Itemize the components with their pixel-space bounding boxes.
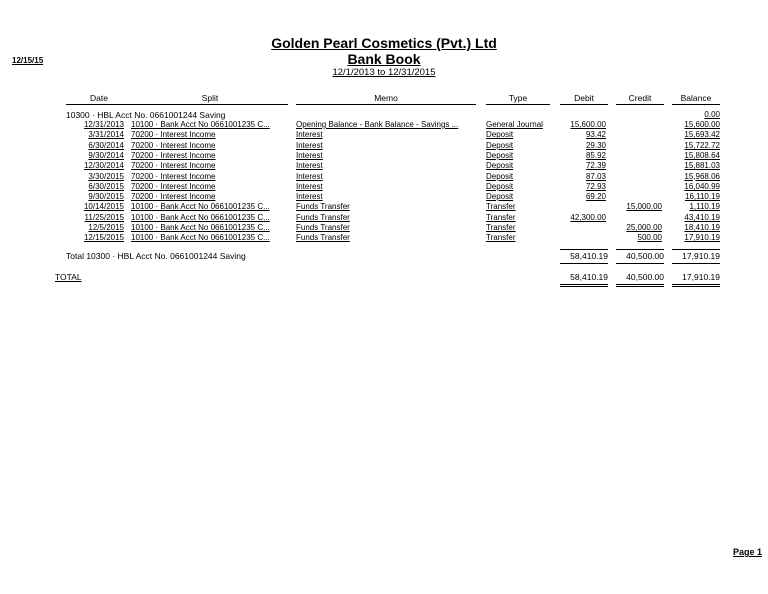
cell-balance: 15,881.03	[684, 161, 720, 171]
cell-type: Transfer	[486, 233, 516, 243]
grand-total-double-rule	[672, 284, 720, 287]
cell-type: Deposit	[486, 150, 514, 160]
cell-balance: 16,110.19	[685, 192, 720, 202]
cell-debit: 69.20	[585, 192, 606, 202]
cell-balance: 15,600.00	[684, 120, 720, 129]
cell-date: 12/5/2015	[88, 223, 124, 232]
header-rule	[560, 104, 608, 105]
column-header-balance: Balance	[680, 93, 712, 103]
cell-credit	[616, 120, 662, 130]
header-rule	[296, 104, 476, 105]
cell-balance: 17,910.19	[684, 233, 720, 243]
subtotal-underline	[616, 263, 664, 264]
cell-balance: 18,410.19	[684, 223, 720, 232]
cell-debit: 15,600.00	[570, 120, 606, 129]
cell-credit	[616, 151, 662, 161]
cell-split: 70200 · Interest Income	[131, 161, 216, 171]
cell-date: 12/31/2013	[83, 120, 124, 129]
cell-debit: 93.42	[585, 130, 606, 140]
cell-memo: Interest	[296, 140, 323, 150]
cell-date: 6/30/2014	[88, 140, 124, 150]
subtotal-rule	[672, 249, 720, 250]
cell-credit	[616, 172, 662, 182]
cell-debit	[560, 202, 606, 212]
cell-memo: Funds Transfer	[296, 212, 350, 222]
cell-credit	[616, 141, 662, 151]
account-total-balance: 17,910.19	[682, 251, 720, 261]
column-header-credit: Credit	[628, 93, 652, 103]
header-rule	[66, 104, 132, 105]
cell-split: 10100 · Bank Acct No 0661001235 C...	[131, 233, 270, 243]
report-title: Bank Book	[347, 51, 421, 67]
cell-credit: 25,000.00	[626, 223, 662, 232]
cell-credit: 15,000.00	[626, 202, 662, 212]
cell-debit: 85.92	[585, 150, 606, 160]
cell-memo: Funds Transfer	[296, 233, 350, 243]
cell-memo: Interest	[296, 171, 323, 181]
run-date: 12/15/15	[12, 56, 44, 65]
cell-debit: 29.30	[585, 140, 606, 150]
cell-type: Deposit	[486, 192, 514, 202]
grand-total-credit: 40,500.00	[626, 272, 664, 282]
grand-total-double-rule	[560, 284, 608, 287]
cell-type: Deposit	[486, 181, 514, 191]
cell-type: Transfer	[486, 212, 516, 222]
cell-credit	[616, 161, 662, 171]
subtotal-rule	[616, 249, 664, 250]
cell-credit	[616, 192, 662, 202]
cell-balance: 15,808.64	[684, 150, 720, 160]
cell-balance: 16,040.99	[684, 181, 720, 191]
cell-split: 10100 · Bank Acct No 0661001235 C...	[131, 120, 270, 129]
cell-memo: Funds Transfer	[296, 223, 350, 232]
cell-memo: Interest	[296, 192, 323, 202]
cell-date: 11/25/2015	[84, 212, 124, 222]
header-rule	[486, 104, 550, 105]
cell-split: 70200 · Interest Income	[131, 130, 216, 140]
cell-balance: 15,968.06	[684, 171, 720, 181]
cell-type: Transfer	[486, 223, 516, 232]
cell-split: 70200 · Interest Income	[131, 192, 216, 202]
cell-split: 10100 · Bank Acct No 0661001235 C...	[131, 202, 270, 212]
cell-date: 10/14/2015	[83, 202, 124, 212]
cell-balance: 1,110.19	[689, 202, 720, 212]
column-header-type: Type	[508, 93, 528, 103]
cell-debit	[560, 223, 606, 233]
cell-type: Transfer	[486, 202, 516, 212]
cell-balance: 43,410.19	[684, 212, 720, 222]
cell-debit: 72.93	[585, 181, 606, 191]
cell-type: Deposit	[486, 140, 514, 150]
cell-split: 10100 · Bank Acct No 0661001235 C...	[131, 223, 270, 232]
cell-date: 9/30/2014	[88, 150, 124, 160]
cell-credit	[616, 182, 662, 192]
cell-debit: 87.03	[585, 171, 606, 181]
cell-split: 70200 · Interest Income	[131, 150, 216, 160]
grand-total-label: TOTAL	[55, 272, 82, 282]
cell-date: 12/30/2014	[83, 161, 124, 171]
grand-total-double-rule	[616, 284, 664, 287]
account-name: 10300 · HBL Acct No. 0661001244 Saving	[66, 110, 226, 120]
cell-debit: 72.39	[585, 161, 606, 171]
cell-memo: Interest	[296, 181, 323, 191]
subtotal-underline	[672, 263, 720, 264]
cell-memo: Opening Balance - Bank Balance - Savings ...	[296, 120, 459, 129]
cell-debit: 42,300.00	[570, 212, 606, 222]
header-rule	[616, 104, 664, 105]
cell-date: 3/31/2014	[88, 130, 124, 140]
subtotal-underline	[560, 263, 608, 264]
account-total-credit: 40,500.00	[626, 251, 664, 261]
cell-debit	[560, 233, 606, 243]
cell-balance: 15,722.72	[684, 140, 720, 150]
page-number: Page 1	[732, 547, 762, 557]
cell-date: 6/30/2015	[88, 181, 124, 191]
cell-type: Deposit	[486, 171, 514, 181]
column-header-debit: Debit	[574, 93, 594, 103]
cell-memo: Funds Transfer	[296, 202, 350, 212]
cell-date: 12/15/2015	[83, 233, 124, 243]
cell-date: 3/30/2015	[88, 171, 124, 181]
cell-date: 9/30/2015	[88, 192, 124, 202]
opening-balance: 0.00	[704, 110, 720, 119]
subtotal-rule	[560, 249, 608, 250]
cell-memo: Interest	[296, 150, 323, 160]
cell-memo: Interest	[296, 130, 323, 140]
cell-split: 10100 · Bank Acct No 0661001235 C...	[131, 212, 270, 222]
header-rule	[672, 104, 720, 105]
cell-memo: Interest	[296, 161, 323, 171]
cell-credit: 500.00	[637, 233, 662, 243]
cell-split: 70200 · Interest Income	[131, 171, 216, 181]
column-header-memo: Memo	[374, 93, 398, 103]
grand-total-debit: 58,410.19	[570, 272, 608, 282]
date-range: 12/1/2013 to 12/31/2015	[332, 67, 436, 78]
cell-credit	[616, 130, 662, 140]
account-total-label: Total 10300 · HBL Acct No. 0661001244 Saving	[66, 251, 246, 261]
cell-split: 70200 · Interest Income	[131, 181, 216, 191]
column-header-split: Split	[201, 93, 219, 103]
cell-credit	[616, 213, 662, 223]
company-name: Golden Pearl Cosmetics (Pvt.) Ltd	[271, 35, 497, 51]
grand-total-balance: 17,910.19	[682, 272, 720, 282]
account-total-debit: 58,410.19	[570, 251, 608, 261]
header-rule	[132, 104, 288, 105]
cell-type: Deposit	[486, 161, 514, 171]
cell-split: 70200 · Interest Income	[131, 140, 216, 150]
cell-balance: 15,693.42	[684, 130, 720, 140]
cell-type: Deposit	[486, 130, 514, 140]
cell-type: General Journal	[486, 120, 543, 129]
column-header-date: Date	[90, 93, 108, 103]
